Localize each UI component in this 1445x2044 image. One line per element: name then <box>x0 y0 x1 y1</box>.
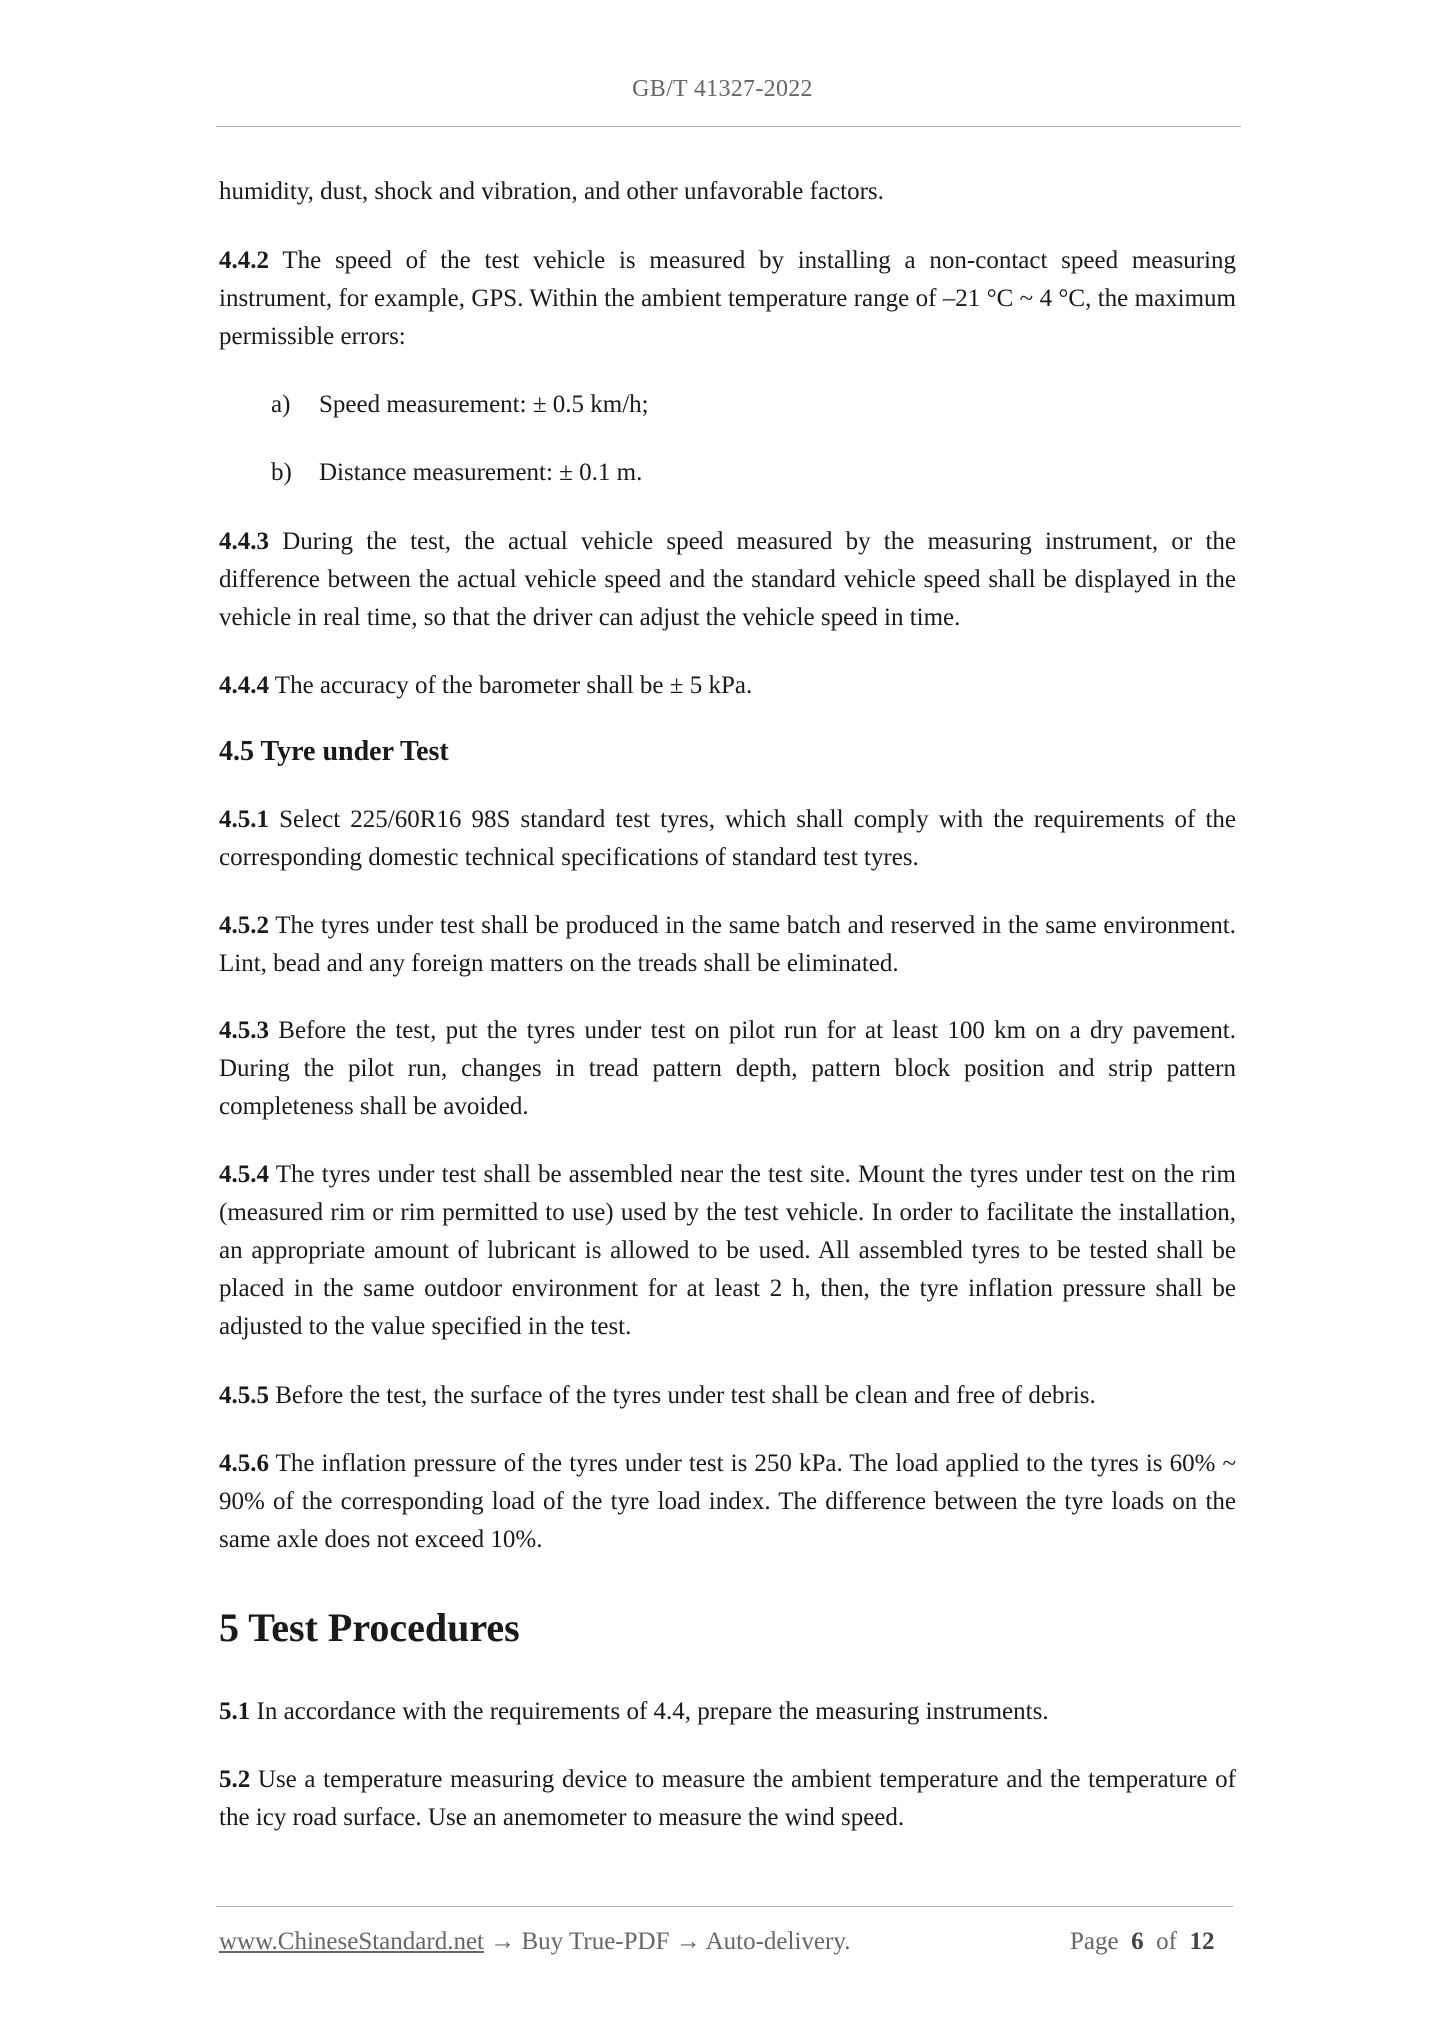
clause-4-5-5 <box>219 1377 1236 1415</box>
clause-number: 4.5.2 <box>219 912 269 939</box>
clause-number: 5.1 <box>219 1698 251 1725</box>
list-item-a <box>271 386 649 424</box>
header-title: GB/T 41327-2022 <box>632 76 813 102</box>
clause-text: Before the test, the surface of the tyres under test shall be clean and free of debris. <box>269 1382 1096 1409</box>
clause-text: During the test, the actual vehicle speed measured by the measuring instrument, or the difference between the actual vehicle speed and the standard vehicle speed shall be displayed in the vehicle in real time, so that the driver can adjust the vehicle speed in time. <box>219 528 1236 631</box>
page-total: 12 <box>1189 1928 1215 1955</box>
list-text: Distance measurement: ± 0.1 m. <box>319 459 643 486</box>
clause-number: 4.5.4 <box>219 1161 269 1188</box>
clause-text: In accordance with the requirements of 4.4, prepare the measuring instruments. <box>250 1698 1049 1725</box>
clause-4-5-1 <box>219 801 1236 877</box>
clause-number: 5.2 <box>219 1766 251 1793</box>
clause-4-4-4 <box>219 667 1236 705</box>
list-label: b) <box>271 459 292 486</box>
clause-number: 4.4.4 <box>219 672 269 699</box>
clause-4-4-3 <box>219 523 1236 637</box>
chapter-heading-5: 5 Test Procedures <box>219 1605 520 1650</box>
list-label: a) <box>271 391 291 418</box>
clause-4-4-2 <box>219 242 1236 356</box>
clause-number: 4.4.3 <box>219 528 269 555</box>
clause-4-5-4 <box>219 1156 1236 1346</box>
footer-promo <box>219 1928 850 1956</box>
clause-text: The accuracy of the barometer shall be ± 5 kPa. <box>269 672 753 699</box>
buy-pdf-text: Buy True-PDF <box>521 1928 670 1955</box>
website-link[interactable]: www.ChineseStandard.net <box>219 1928 484 1955</box>
footer-divider <box>216 1906 1233 1907</box>
clause-text: The tyres under test shall be assembled near the test site. Mount the tyres under test on the rim (measured rim or rim permitted to use) used by the test vehicle. In order to facilitate the installation, an appropriate amount of lubricant is allowed to be used. All assembled tyres to be tested shall be placed in the same outdoor environment for at least 2 h, then, the tyre inflation pressure shall be adjusted to the value specified in the test. <box>219 1161 1236 1340</box>
clause-4-5-3 <box>219 1012 1236 1126</box>
page-word: Page <box>1070 1928 1119 1955</box>
of-word: of <box>1156 1928 1177 1955</box>
page-indicator <box>1070 1928 1214 1956</box>
auto-delivery-text: Auto-delivery. <box>705 1928 851 1955</box>
page-number: 6 <box>1131 1928 1144 1955</box>
clause-4-5-6 <box>219 1445 1236 1559</box>
header-divider <box>216 126 1241 127</box>
clause-number: 4.5.3 <box>219 1017 269 1044</box>
clause-text: Before the test, put the tyres under test on pilot run for at least 100 km on a dry pavement. During the pilot run, changes in tread pattern depth, pattern block position and strip pattern completeness shall be avoided. <box>219 1017 1236 1120</box>
clause-text: Use a temperature measuring device to measure the ambient temperature and the temperature of the icy road surface. Use an anemometer to measure the wind speed. <box>219 1766 1236 1831</box>
clause-5-2 <box>219 1761 1236 1837</box>
list-item-b <box>271 454 642 492</box>
clause-number: 4.5.5 <box>219 1382 269 1409</box>
clause-4-5-2 <box>219 907 1236 983</box>
section-heading-4-5: 4.5 Tyre under Test <box>219 736 449 767</box>
clause-number: 4.5.6 <box>219 1450 269 1477</box>
clause-number: 4.5.1 <box>219 806 269 833</box>
clause-5-1 <box>219 1693 1236 1731</box>
arrow-right-icon: → <box>484 1928 522 1955</box>
paragraph-continuation: humidity, dust, shock and vibration, and other unfavorable factors. <box>219 178 884 205</box>
clause-number: 4.4.2 <box>219 247 269 274</box>
list-text: Speed measurement: ± 0.5 km/h; <box>319 391 649 418</box>
clause-text: The speed of the test vehicle is measured by installing a non-contact speed measuring instrument, for example, GPS. Within the ambient temperature range of –21 °C ~ 4 °C, the maximum permissible errors: <box>219 247 1236 350</box>
clause-text: Select 225/60R16 98S standard test tyres, which shall comply with the requirements of the corresponding domestic technical specifications of standard test tyres. <box>219 806 1236 871</box>
clause-text: The inflation pressure of the tyres under test is 250 kPa. The load applied to the tyres is 60% ~ 90% of the corresponding load of the tyre load index. The difference between the tyre loads on the same axle does not exceed 10%. <box>219 1450 1236 1553</box>
arrow-right-icon: → <box>669 1928 706 1955</box>
clause-text: The tyres under test shall be produced in the same batch and reserved in the same environment. Lint, bead and any foreign matters on the treads shall be eliminated. <box>219 912 1236 977</box>
